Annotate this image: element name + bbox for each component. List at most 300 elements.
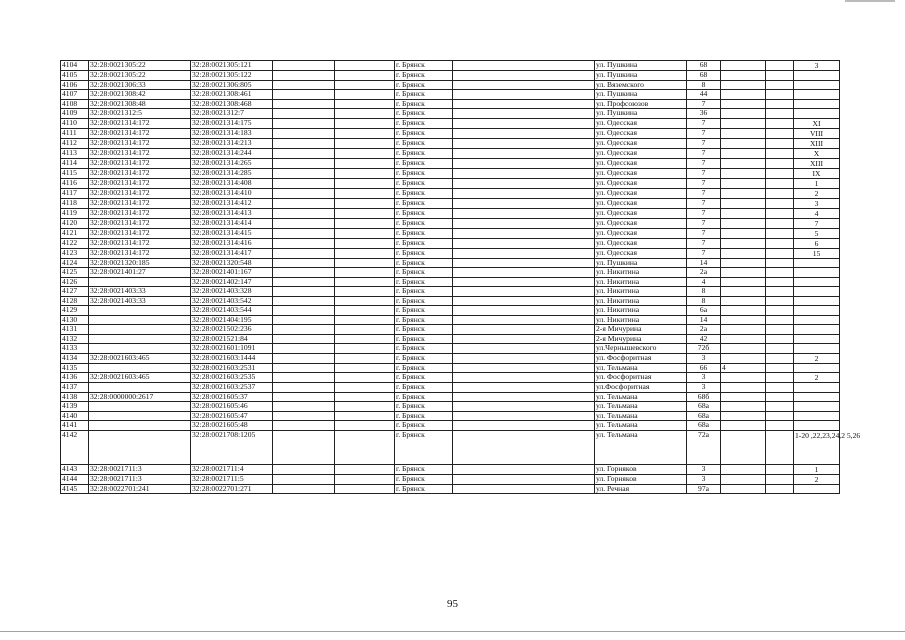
street: ул. Пушкина [595, 71, 687, 81]
empty-cell [335, 484, 395, 494]
table-row [61, 158, 840, 168]
empty-cell [766, 287, 794, 297]
street: ул. Тельмана [595, 363, 687, 373]
table-row [61, 430, 840, 464]
building-part [721, 238, 766, 248]
street: ул. Одесская [595, 198, 687, 208]
street: ул. Тельмана [595, 411, 687, 421]
house-number: 7 [687, 228, 721, 238]
cadastral-number: 32:28:0021711:4 [191, 464, 273, 474]
empty-cell [766, 248, 794, 258]
empty-cell [453, 411, 595, 421]
premises-number: XIII [794, 138, 840, 148]
parent-cadastral-number [89, 334, 191, 344]
house-number: 7 [687, 168, 721, 178]
premises-number: XIII [794, 158, 840, 168]
empty-cell [453, 228, 595, 238]
empty-cell [766, 198, 794, 208]
empty-cell [453, 430, 595, 464]
street: ул. Горняков [595, 474, 687, 484]
row-number: 4118 [61, 198, 89, 208]
house-number: 7 [687, 158, 721, 168]
empty-cell [273, 277, 335, 287]
building-part [721, 61, 766, 71]
empty-cell [335, 344, 395, 354]
parent-cadastral-number [89, 411, 191, 421]
empty-cell [335, 71, 395, 81]
empty-cell [766, 383, 794, 393]
house-number: 4 [687, 277, 721, 287]
city: г. Брянск [395, 228, 453, 238]
parent-cadastral-number: 32:28:0021306:33 [89, 80, 191, 90]
empty-cell [335, 287, 395, 297]
row-number: 4136 [61, 373, 89, 383]
cadastral-number: 32:28:0021402:147 [191, 277, 273, 287]
empty-cell [273, 61, 335, 71]
row-number: 4116 [61, 178, 89, 188]
parent-cadastral-number: 32:28:0021320:185 [89, 258, 191, 268]
building-part [721, 464, 766, 474]
building-part [721, 208, 766, 218]
cadastral-number: 32:28:0021314:414 [191, 218, 273, 228]
street: ул. Речная [595, 484, 687, 494]
table-row [61, 228, 840, 238]
house-number: 8 [687, 296, 721, 306]
premises-number: 6 [794, 238, 840, 248]
parent-cadastral-number: 32:28:0021314:172 [89, 148, 191, 158]
empty-cell [335, 258, 395, 268]
street: ул. Пушкина [595, 90, 687, 100]
row-number: 4114 [61, 158, 89, 168]
city: г. Брянск [395, 363, 453, 373]
row-number: 4104 [61, 61, 89, 71]
table-row [61, 268, 840, 278]
premises-number [794, 268, 840, 278]
empty-cell [335, 208, 395, 218]
cadastral-number: 32:28:0021306:805 [191, 80, 273, 90]
empty-cell [335, 188, 395, 198]
building-part [721, 306, 766, 316]
city: г. Брянск [395, 178, 453, 188]
cadastral-number: 32:28:0021605:47 [191, 411, 273, 421]
empty-cell [273, 90, 335, 100]
city: г. Брянск [395, 474, 453, 484]
premises-number: 1 [794, 464, 840, 474]
empty-cell [453, 315, 595, 325]
empty-cell [453, 138, 595, 148]
empty-cell [335, 80, 395, 90]
empty-cell [335, 411, 395, 421]
street: ул. Фосфоритная [595, 353, 687, 363]
empty-cell [453, 168, 595, 178]
building-part [721, 421, 766, 431]
row-number: 4138 [61, 392, 89, 402]
house-number: 68а [687, 421, 721, 431]
city: г. Брянск [395, 248, 453, 258]
building-part [721, 325, 766, 335]
city: г. Брянск [395, 109, 453, 119]
row-number: 4105 [61, 71, 89, 81]
empty-cell [335, 218, 395, 228]
row-number: 4128 [61, 296, 89, 306]
empty-cell [453, 353, 595, 363]
row-number: 4120 [61, 218, 89, 228]
empty-cell [453, 363, 595, 373]
empty-cell [335, 248, 395, 258]
premises-number: IX [794, 168, 840, 178]
premises-number [794, 334, 840, 344]
street: ул. Вяземского [595, 80, 687, 90]
street: ул. Одесская [595, 148, 687, 158]
row-number: 4110 [61, 118, 89, 128]
table-row [61, 353, 840, 363]
row-number: 4125 [61, 268, 89, 278]
empty-cell [766, 90, 794, 100]
street: ул. Тельмана [595, 421, 687, 431]
parent-cadastral-number [89, 421, 191, 431]
house-number: 3 [687, 373, 721, 383]
premises-number [794, 306, 840, 316]
city: г. Брянск [395, 373, 453, 383]
cadastral-number: 32:28:0021308:468 [191, 99, 273, 109]
empty-cell [453, 248, 595, 258]
empty-cell [335, 268, 395, 278]
row-number: 4113 [61, 148, 89, 158]
cadastral-number: 32:28:0021314:183 [191, 128, 273, 138]
house-number: 14 [687, 315, 721, 325]
street: ул. Тельмана [595, 430, 687, 464]
empty-cell [453, 238, 595, 248]
cadastral-number: 32:28:0021314:415 [191, 228, 273, 238]
city: г. Брянск [395, 344, 453, 354]
premises-number: 15 [794, 248, 840, 258]
empty-cell [335, 138, 395, 148]
empty-cell [273, 128, 335, 138]
empty-cell [766, 315, 794, 325]
table-row [61, 421, 840, 431]
table-row [61, 306, 840, 316]
empty-cell [273, 258, 335, 268]
city: г. Брянск [395, 128, 453, 138]
parent-cadastral-number: 32:28:0022701:241 [89, 484, 191, 494]
empty-cell [335, 178, 395, 188]
street: ул. Никитина [595, 296, 687, 306]
table-row [61, 138, 840, 148]
city: г. Брянск [395, 138, 453, 148]
building-part [721, 484, 766, 494]
empty-cell [453, 208, 595, 218]
empty-cell [273, 168, 335, 178]
city: г. Брянск [395, 198, 453, 208]
empty-cell [335, 118, 395, 128]
city: г. Брянск [395, 99, 453, 109]
city: г. Брянск [395, 258, 453, 268]
row-number: 4124 [61, 258, 89, 268]
house-number: 72а [687, 430, 721, 464]
empty-cell [766, 373, 794, 383]
empty-cell [766, 411, 794, 421]
premises-number: 3 [794, 61, 840, 71]
empty-cell [335, 363, 395, 373]
empty-cell [273, 344, 335, 354]
street: ул. Одесская [595, 188, 687, 198]
empty-cell [453, 118, 595, 128]
premises-number [794, 315, 840, 325]
cadastral-number: 32:28:0021605:37 [191, 392, 273, 402]
house-number: 8 [687, 80, 721, 90]
row-number: 4127 [61, 287, 89, 297]
empty-cell [766, 128, 794, 138]
row-number: 4123 [61, 248, 89, 258]
premises-number: 4 [794, 208, 840, 218]
empty-cell [766, 71, 794, 81]
row-number: 4117 [61, 188, 89, 198]
row-number: 4115 [61, 168, 89, 178]
parent-cadastral-number: 32:28:0021314:172 [89, 238, 191, 248]
table-row [61, 296, 840, 306]
cadastral-number: 32:28:0021403:328 [191, 287, 273, 297]
house-number: 7 [687, 138, 721, 148]
parent-cadastral-number: 32:28:0021308:42 [89, 90, 191, 100]
empty-cell [273, 383, 335, 393]
row-number: 4108 [61, 99, 89, 109]
premises-number [794, 258, 840, 268]
cadastral-number: 32:28:0021308:461 [191, 90, 273, 100]
house-number: 7 [687, 198, 721, 208]
parent-cadastral-number: 32:28:0021314:172 [89, 188, 191, 198]
cadastral-number: 32:28:0021521:84 [191, 334, 273, 344]
premises-number [794, 421, 840, 431]
row-number: 4112 [61, 138, 89, 148]
table-row [61, 148, 840, 158]
street: ул.Фосфоритная [595, 383, 687, 393]
house-number: 7 [687, 218, 721, 228]
table-row [61, 188, 840, 198]
empty-cell [273, 464, 335, 474]
empty-cell [335, 421, 395, 431]
cadastral-number: 32:28:0021401:167 [191, 268, 273, 278]
table-row [61, 178, 840, 188]
empty-cell [335, 325, 395, 335]
cadastral-number: 32:28:0022701:271 [191, 484, 273, 494]
street: ул. Горняков [595, 464, 687, 474]
page-number: 95 [447, 598, 458, 610]
empty-cell [335, 198, 395, 208]
premises-number [794, 277, 840, 287]
house-number: 7 [687, 178, 721, 188]
empty-cell [766, 306, 794, 316]
empty-cell [453, 287, 595, 297]
empty-cell [766, 268, 794, 278]
premises-number: 1 [794, 178, 840, 188]
cadastral-number: 32:28:0021502:236 [191, 325, 273, 335]
scan-artifact [0, 631, 905, 632]
table-row [61, 109, 840, 119]
empty-cell [335, 373, 395, 383]
house-number: 3 [687, 383, 721, 393]
house-number: 68а [687, 402, 721, 412]
cadastral-number: 32:28:0021312:7 [191, 109, 273, 119]
cadastral-number: 32:28:0021314:213 [191, 138, 273, 148]
empty-cell [273, 334, 335, 344]
premises-number: 5 [794, 228, 840, 238]
row-number: 4137 [61, 383, 89, 393]
city: г. Брянск [395, 402, 453, 412]
house-number: 42 [687, 334, 721, 344]
premises-number [794, 109, 840, 119]
parent-cadastral-number: 32:28:0021314:172 [89, 118, 191, 128]
premises-number: 1-20 ,22,23,24,2 5,26 [794, 430, 840, 464]
empty-cell [766, 148, 794, 158]
street: ул. Никитина [595, 287, 687, 297]
row-number: 4130 [61, 315, 89, 325]
table-row [61, 411, 840, 421]
empty-cell [453, 484, 595, 494]
row-number: 4140 [61, 411, 89, 421]
premises-number: 2 [794, 353, 840, 363]
empty-cell [335, 238, 395, 248]
empty-cell [453, 99, 595, 109]
empty-cell [273, 353, 335, 363]
premises-number [794, 392, 840, 402]
table-row [61, 218, 840, 228]
empty-cell [453, 392, 595, 402]
table-row [61, 118, 840, 128]
empty-cell [335, 168, 395, 178]
table-row [61, 61, 840, 71]
row-number: 4141 [61, 421, 89, 431]
premises-number [794, 363, 840, 373]
premises-number [794, 484, 840, 494]
street: ул. Одесская [595, 158, 687, 168]
empty-cell [273, 71, 335, 81]
city: г. Брянск [395, 430, 453, 464]
empty-cell [766, 99, 794, 109]
table-row [61, 71, 840, 81]
parent-cadastral-number: 32:28:0021305:22 [89, 71, 191, 81]
empty-cell [453, 61, 595, 71]
cadastral-number: 32:28:0021603:1444 [191, 353, 273, 363]
city: г. Брянск [395, 484, 453, 494]
premises-number: 2 [794, 188, 840, 198]
premises-number [794, 80, 840, 90]
street: ул. Пушкина [595, 61, 687, 71]
cadastral-number: 32:28:0021305:122 [191, 71, 273, 81]
empty-cell [766, 353, 794, 363]
parent-cadastral-number: 32:28:0021603:465 [89, 353, 191, 363]
empty-cell [335, 474, 395, 484]
cadastral-number: 32:28:0021601:1091 [191, 344, 273, 354]
city: г. Брянск [395, 287, 453, 297]
city: г. Брянск [395, 411, 453, 421]
empty-cell [453, 178, 595, 188]
empty-cell [766, 188, 794, 198]
cadastral-number: 32:28:0021320:548 [191, 258, 273, 268]
empty-cell [273, 430, 335, 464]
cadastral-number: 32:28:0021314:265 [191, 158, 273, 168]
empty-cell [766, 208, 794, 218]
parent-cadastral-number: 32:28:0021312:5 [89, 109, 191, 119]
building-part [721, 474, 766, 484]
premises-number: 2 [794, 373, 840, 383]
parent-cadastral-number: 32:28:0021314:172 [89, 248, 191, 258]
table-row [61, 383, 840, 393]
parent-cadastral-number [89, 306, 191, 316]
table-row [61, 474, 840, 484]
parent-cadastral-number: 32:28:0021314:172 [89, 158, 191, 168]
city: г. Брянск [395, 268, 453, 278]
empty-cell [453, 188, 595, 198]
empty-cell [273, 238, 335, 248]
city: г. Брянск [395, 315, 453, 325]
building-part [721, 90, 766, 100]
empty-cell [335, 392, 395, 402]
parent-cadastral-number [89, 325, 191, 335]
building-part [721, 198, 766, 208]
parent-cadastral-number: 32:28:0021314:172 [89, 218, 191, 228]
street: ул. Одесская [595, 128, 687, 138]
empty-cell [453, 80, 595, 90]
house-number: 6а [687, 306, 721, 316]
city: г. Брянск [395, 118, 453, 128]
empty-cell [766, 80, 794, 90]
row-number: 4142 [61, 430, 89, 464]
street: ул. Одесская [595, 118, 687, 128]
building-part [721, 334, 766, 344]
parent-cadastral-number: 32:28:0021314:172 [89, 198, 191, 208]
table-row [61, 168, 840, 178]
street: ул. Никитина [595, 306, 687, 316]
empty-cell [453, 402, 595, 412]
building-part: 4 [721, 363, 766, 373]
empty-cell [766, 421, 794, 431]
house-number: 2а [687, 268, 721, 278]
parent-cadastral-number [89, 315, 191, 325]
building-part [721, 218, 766, 228]
table-row [61, 287, 840, 297]
empty-cell [453, 148, 595, 158]
building-part [721, 109, 766, 119]
empty-cell [766, 228, 794, 238]
street: ул.Чернышевского [595, 344, 687, 354]
empty-cell [335, 306, 395, 316]
empty-cell [766, 344, 794, 354]
house-number: 3 [687, 353, 721, 363]
street: ул. Одесская [595, 248, 687, 258]
building-part [721, 287, 766, 297]
table-row [61, 464, 840, 474]
table-row [61, 99, 840, 109]
empty-cell [335, 315, 395, 325]
empty-cell [453, 306, 595, 316]
building-part [721, 430, 766, 464]
building-part [721, 71, 766, 81]
empty-cell [335, 228, 395, 238]
empty-cell [453, 128, 595, 138]
parent-cadastral-number: 32:28:0021314:172 [89, 168, 191, 178]
table-row [61, 258, 840, 268]
cadastral-number: 32:28:0021603:2535 [191, 373, 273, 383]
premises-number: 2 [794, 474, 840, 484]
parent-cadastral-number [89, 402, 191, 412]
row-number: 4135 [61, 363, 89, 373]
cadastral-number: 32:28:0021305:121 [191, 61, 273, 71]
row-number: 4126 [61, 277, 89, 287]
row-number: 4145 [61, 484, 89, 494]
table-row [61, 208, 840, 218]
empty-cell [273, 484, 335, 494]
city: г. Брянск [395, 353, 453, 363]
